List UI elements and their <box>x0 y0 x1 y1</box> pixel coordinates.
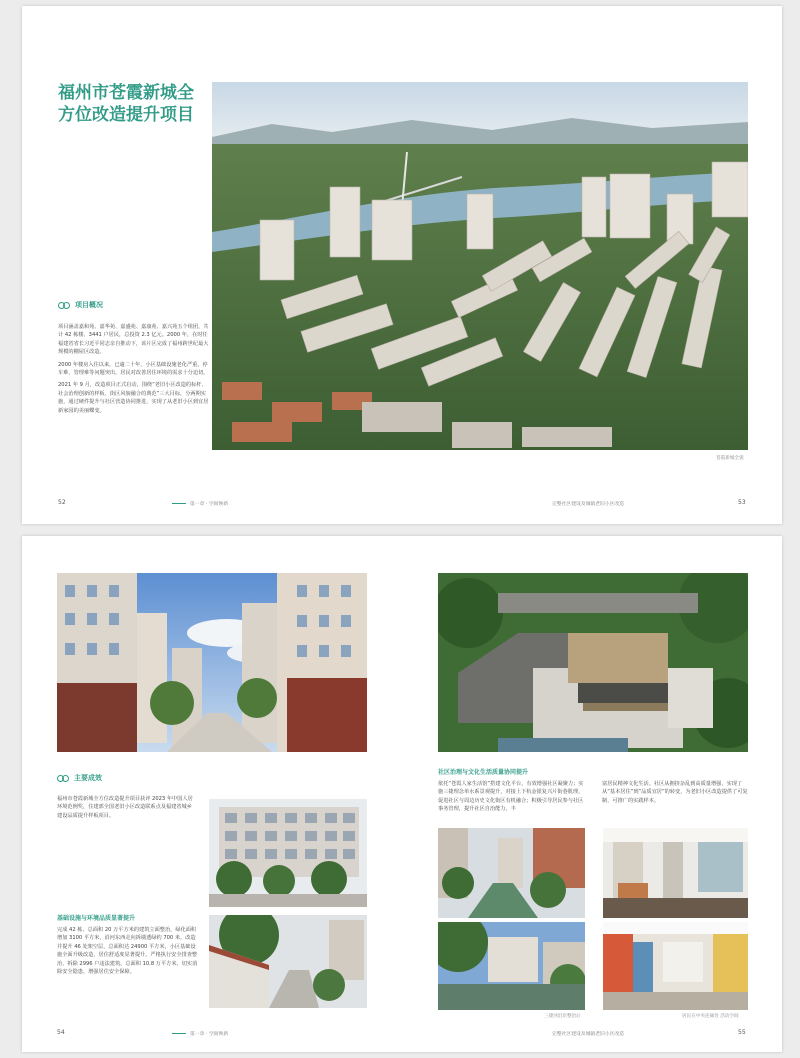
governance-text-col1 <box>438 780 588 818</box>
paragraph: 完成 42 栋、总面积 20 万平方米的建筑立面整治，绿化面积增加 3100 平方米，沿河东西走向拆墙透绿约 700 米，改造并提升 46 处架空层，总面积达 24900 平方米，小区基础设施全面升级改造，居住舒适度显著提升。严格执行安全排查整治，拆除 2996 户违法建筑，总面积 10.8 万平方米，切实消除安全隐患，增强居住安全保障。 <box>57 927 198 976</box>
paragraph: 项目涵盖嘉和苑、嘉华苑、嘉盛苑、嘉康苑、嘉兴苑五个组团，共计 42 栋楼、3441 户居民，总投资 2.3 亿元。2000 年，在时任福建省省长习近平同志亲自推动下，该片区完成了福州跨世纪最大规模的棚屋区改造。 <box>58 324 209 356</box>
courtyard-photo <box>438 573 748 752</box>
overview-text <box>58 323 210 419</box>
section-heading-overview <box>58 300 103 310</box>
riverside-buildings-photo <box>438 922 585 1010</box>
governance-text-col2 <box>602 780 748 809</box>
chapter-label: 第一章 · 空间焕新 <box>190 502 229 507</box>
spread-52-53 <box>22 6 782 524</box>
infrastructure-text <box>57 926 199 980</box>
paragraph: 2000 年楼房入住以来，已逾二十年，小区基础设施老化严重，停车难、管理难等问题突出，居民对改善居住环境的需求十分迫切。 <box>58 361 209 377</box>
renovated-building-photo <box>209 799 367 907</box>
photo-caption: 居民在中央连廊处 活动空间 <box>682 1014 739 1019</box>
results-intro <box>57 795 197 824</box>
section-label: 项目概况 <box>75 301 103 309</box>
residential-street-photo <box>57 573 367 752</box>
activity-room-photo <box>603 922 748 1010</box>
footer-rule <box>172 1033 186 1034</box>
running-footer <box>552 500 624 507</box>
project-title: 福州市苍霞新城全方位改造提升项目 <box>58 83 194 125</box>
book-title-label: 完整社区建设及城镇老旧小区改造 <box>552 1032 624 1037</box>
interior-hall-photo <box>603 828 748 918</box>
spread-54-55 <box>22 536 782 1052</box>
page-number: 53 <box>738 499 746 506</box>
paragraph: 2021 年 9 月，改造项目正式启动，围绕“老旧小区改造的标杆、社会治理创新的样板、街区风貌融合的典范”三大目标，分两期实施，通过硬件提升与社区营造协同推进，实现了从老旧小区到宜居新家园的美丽蝶变。 <box>58 382 209 414</box>
double-ring-icon <box>57 775 71 782</box>
book-title-label: 完整社区建设及城镇老旧小区改造 <box>552 502 624 507</box>
chapter-label: 第一章 · 空间焕新 <box>190 1032 229 1037</box>
aerial-city-photo <box>212 82 748 450</box>
subheading-governance: 社区治理与文化生活质量协同提升 <box>438 769 529 776</box>
paragraph: 依托“苍霞人家生活馆”搭建文化平台，有效增强社区凝聚力；实施三捷理念单水系景观提升，对接上下杭金银复兴片街巷肌理，促进社区与周边历史文化街区有机融合；积极引导居民参与社区事务管理，提升社区自治能力，丰 <box>438 781 584 813</box>
photo-caption: 苍霞新城全貌 <box>716 456 744 461</box>
riverside-path-photo <box>209 915 367 1008</box>
page-number: 54 <box>57 1029 65 1036</box>
section-heading-results <box>57 773 102 783</box>
paragraph: 福州市苍霞新城全方位改造提升项目获评 2023 年中国人居环境范例奖，住建部全国老旧小区改造联系点及福建省城乡建设品质提升样板项目。 <box>57 796 193 819</box>
section-label: 主要成效 <box>74 774 102 782</box>
running-footer <box>552 1030 624 1037</box>
paragraph: 富居民精神文化生活。社区从拥挤杂乱到高质量增强，实现了从“基本居住”到“品质宜居”的转变，为老旧小区改造提供了可复制、可推广的实践样本。 <box>602 781 748 804</box>
canal-photo <box>438 828 585 918</box>
page-number: 55 <box>738 1029 746 1036</box>
double-ring-icon <box>58 302 72 309</box>
footer-rule <box>172 503 186 504</box>
running-footer <box>172 500 228 507</box>
photo-caption: 三捷河沿岸整治后 <box>544 1014 581 1019</box>
running-footer <box>172 1030 228 1037</box>
page-number: 52 <box>58 499 66 506</box>
subheading-infrastructure: 基础设施与环境品质显著提升 <box>57 915 136 922</box>
